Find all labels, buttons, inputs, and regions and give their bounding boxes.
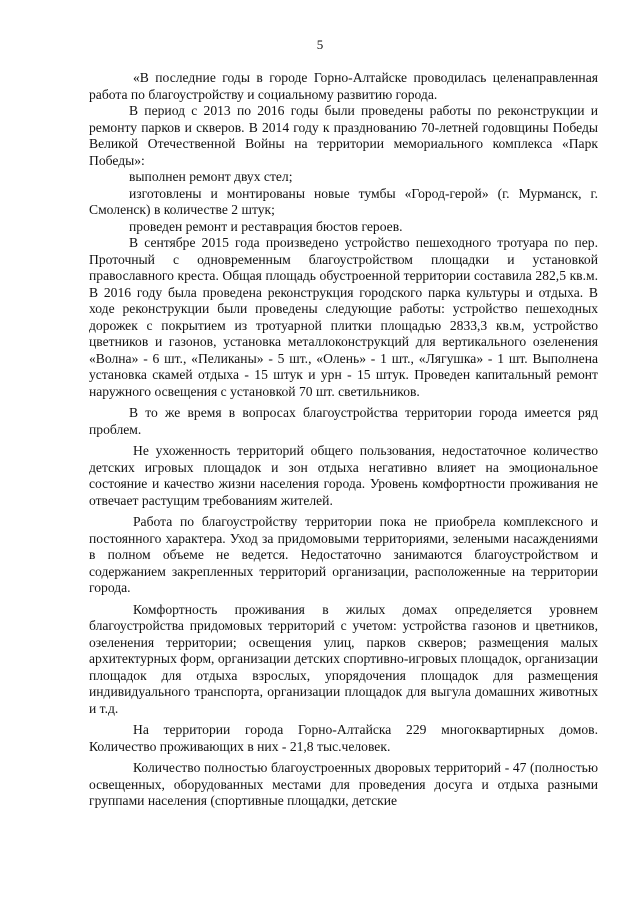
paragraph-work-not-complex: Работа по благоустройству территории пока не приобрела комплексного и постоянного характера. Уход за придомовыми территориями, зелеными насаждениями в полном объеме не ведется. Недостаточно занимаются благоустройством и содержанием закрепленных территорий организации, расположенные на территории города.	[89, 514, 598, 595]
page-number: 5	[316, 37, 324, 52]
paragraph-comfort: Комфортность проживания в жилых домах определяется уровнем благоустройства придомовых территорий с учетом: устройства газонов и цветников, озеленения территории; освещения улиц, парков скверов; размещения малых архитектурных форм, организации детских спортивно-игровых площадок, организации площадок для отдыха взрослых, упорядочения площадок для размещения индивидуального транспорта, организации площадок для выгула домашних животных и т.д.	[89, 601, 598, 716]
paragraph-list-item-3: проведен ремонт и реставрация бюстов героев.	[129, 218, 403, 234]
document-body	[89, 70, 598, 810]
paragraph-courtyards: Количество полностью благоустроенных дворовых территорий - 47 (полностью освещенных, оборудованных местами для проведения досуга и отдыха разными группами населения (спортивные площадки, детские	[89, 760, 598, 808]
paragraph-neglect: Не ухоженность территорий общего пользования, недостаточное количество детских игровых площадок и зон отдыха негативно влияет на эмоциональное состояние и качество жизни населения города. Уровень комфортности проживания не отвечает растущим требованиям жителей.	[89, 443, 598, 508]
paragraph-sidewalk-2015: В сентябре 2015 года произведено устройство пешеходного тротуара по пер. Проточный с одновременным благоустройством площадки и установкой православного креста. Общая площадь обустроенной территории составила 282,5 кв.м. В 2016 году была проведена реконструкция городского парка культуры и отдыха. В ходе реконструкции были проведены следующие работы: устройство пешеходных дорожек с покрытием из тротуарной плитки площадью 2833,3 кв.м, устройство цветников и газонов, установка металлоконструкций для вертикального озеленения «Волна» - 6 шт., «Пеликаны» - 5 шт., «Олень» - 1 шт., «Лягушка» - 1 шт. Выполнена установка скамей отдыха - 15 штук и урн - 15 штук. Проведен капитальный ремонт наружного освещения с установкой 70 шт. светильников.	[89, 235, 598, 399]
paragraph-apartment-buildings: На территории города Горно-Алтайска 229 многоквартирных домов. Количество проживающих в них - 21,8 тыс.человек.	[89, 722, 598, 754]
paragraph-list-item-1: выполнен ремонт двух стел;	[129, 169, 293, 184]
paragraph-list-item-2: изготовлены и монтированы новые тумбы «Город-герой» (г. Мурманск, г. Смоленск) в количестве 2 штук;	[89, 185, 598, 217]
paragraph-parks-reconstruction: В период с 2013 по 2016 годы были проведены работы по реконструкции и ремонту парков и скверов. В 2014 году к празднованию 70-летней годовщины Победы Великой Отечественной Войны на территории мемориального комплекса «Парк Победы»:	[89, 103, 598, 168]
paragraph-problems: В то же время в вопросах благоустройства территории города имеется ряд проблем.	[89, 405, 598, 437]
paragraph-intro: «В последние годы в городе Горно-Алтайске проводилась целенаправленная работа по благоустройству и социальному развитию города.	[89, 70, 598, 102]
